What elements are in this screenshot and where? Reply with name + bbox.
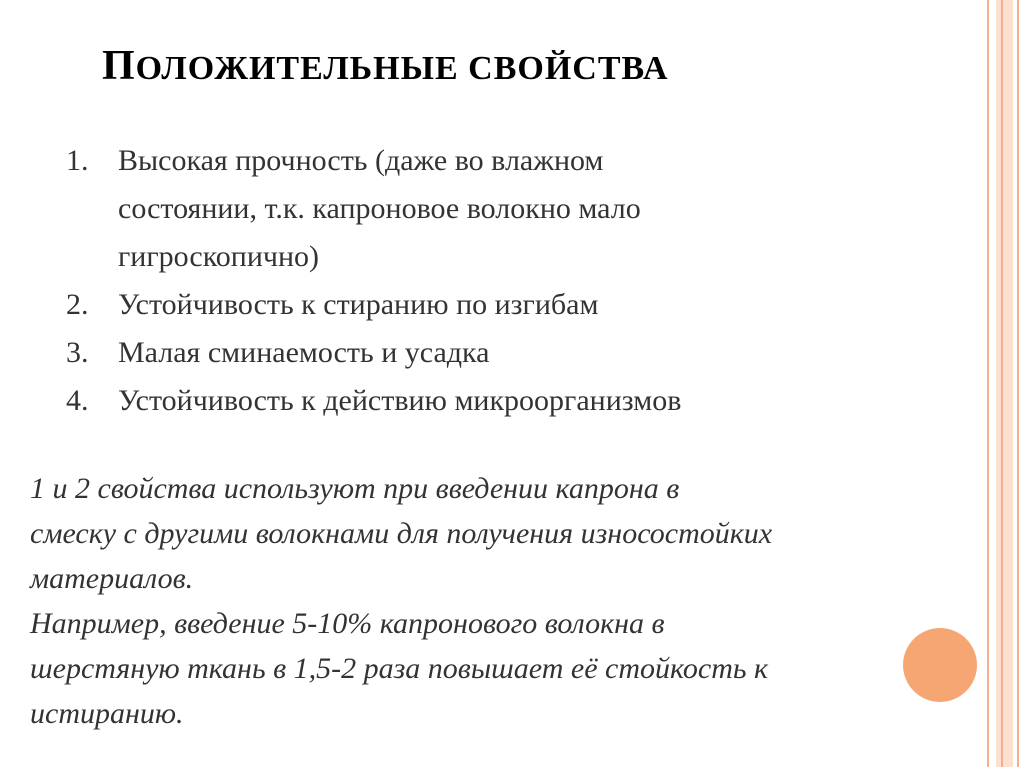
- list-text: Устойчивость к стиранию по изгибам: [118, 288, 599, 321]
- note-paragraph-2: Например, введение 5-10% капронового волокна в шерстяную ткань в 1,5-2 раза повышает её стойкость к истиранию.: [30, 607, 769, 730]
- list-item-4: [66, 377, 681, 425]
- list-number: 3.: [66, 336, 89, 369]
- list-text: Малая сминаемость и усадка: [118, 336, 490, 369]
- list-number: 2.: [66, 288, 89, 321]
- slide-title: [102, 42, 669, 90]
- list-number: 1.: [66, 144, 89, 177]
- list-number: 4.: [66, 384, 89, 417]
- decor-circle: [903, 628, 977, 702]
- list-item-1: [66, 137, 641, 281]
- note-paragraph-1: 1 и 2 свойства используют при введении капрона в смеску с другими волокнами для получения износостойких материалов.: [30, 472, 773, 595]
- list-item-2: [66, 281, 598, 329]
- decor-line-2: [1001, 0, 1003, 767]
- decor-band: [996, 0, 1013, 767]
- list-item-3: [66, 329, 489, 377]
- title-rest: ОЛОЖИТЕЛЬНЫЕ СВОЙСТВА: [135, 50, 669, 87]
- decor-line-3: [1017, 0, 1019, 767]
- decor-line-1: [987, 0, 989, 767]
- list-text: Высокая прочность (даже во влажном состоянии, т.к. капроновое волокно мало гигроскопично): [118, 144, 641, 273]
- title-initial: П: [102, 43, 136, 89]
- list-text: Устойчивость к действию микроорганизмов: [118, 384, 682, 417]
